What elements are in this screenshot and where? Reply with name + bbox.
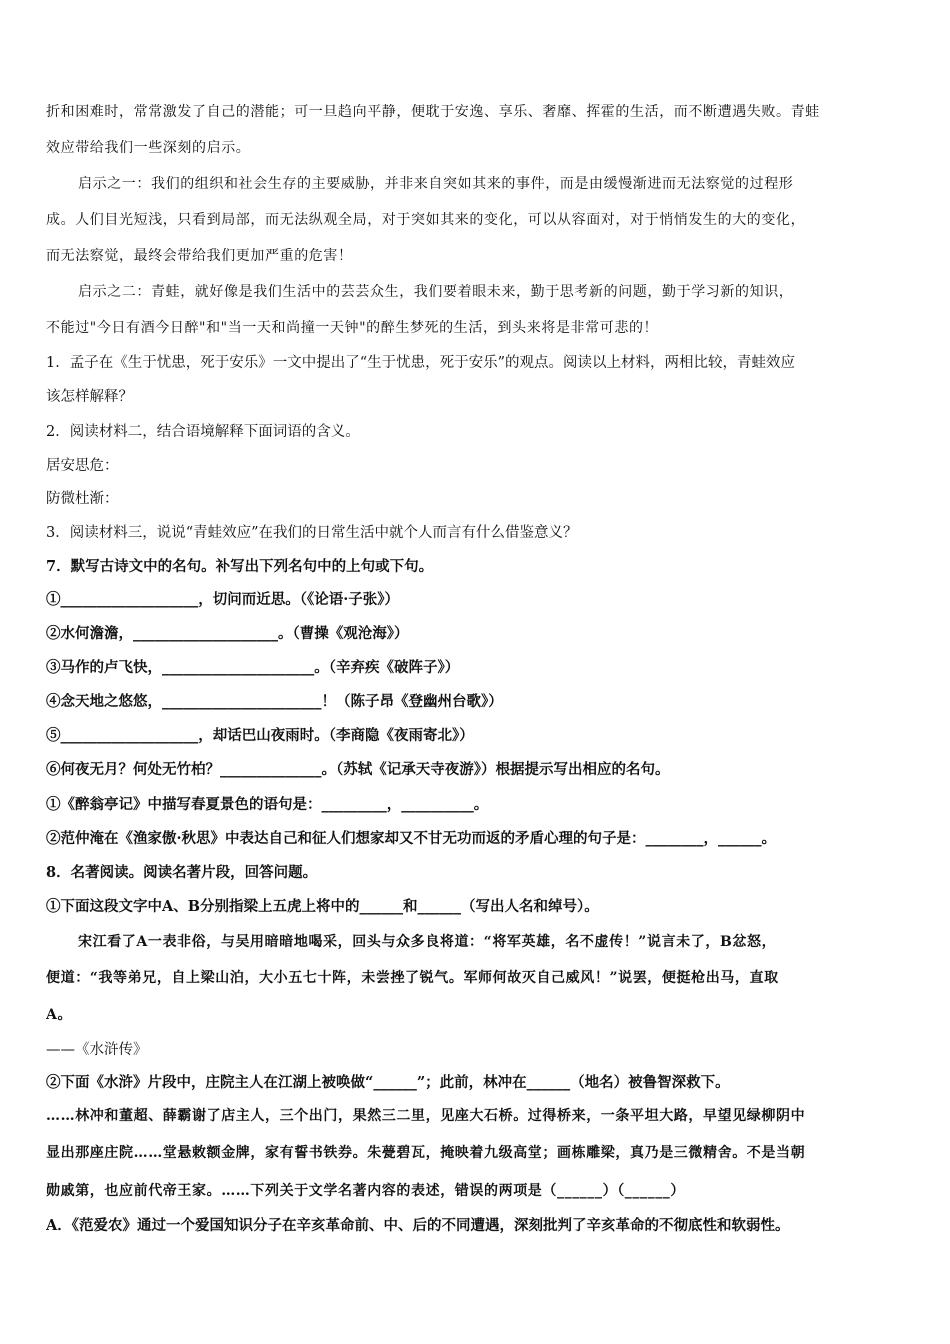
article-continuation-line: 折和困难时，常常激发了自己的潜能；可一旦趋向平静，便耽于安逸、享乐、奢靡、挥霍的生活，而不断遭遇失败。青蛙: [46, 104, 820, 120]
insight-one-line: 而无法察觉，最终会带给我们更加严重的危害！: [46, 248, 353, 264]
poem-fill-item: ⑤___________________，却话巴山夜雨时。（李商隐《夜雨寄北》）: [46, 727, 474, 744]
poem-fill-item: ②水何澹澹，____________________。（曹操《观沧海》）: [46, 625, 409, 642]
insight-one-line: 启示之一：我们的组织和社会生存的主要威胁，并非来自突如其来的事件，而是由缓慢渐进而无法察觉的过程形: [78, 176, 794, 192]
insight-two-line: 不能过"今日有酒今日醉"和"当一天和尚撞一天钟"的醉生梦死的生活，到头来将是非常可悲的！: [46, 320, 659, 336]
question-1-cont: 该怎样解释？: [46, 389, 133, 405]
excerpt-two-line: 显出那座庄院……堂悬敕额金牌，家有誓书铁券。朱甍碧瓦，掩映着九级高堂；画栋雕梁，真乃是三微精舍。不是当朝: [46, 1145, 806, 1161]
excerpt-two-line: 勋戚第，也应前代帝王家。……下列关于文学名著内容的表述，错误的两项是（______）（______）: [46, 1183, 685, 1199]
question-2-term-a: 居安思危：: [46, 458, 119, 474]
insight-two-line: 启示之二：青蛙，就好像是我们生活中的芸芸众生，我们要着眼未来，勤于思考新的问题，勤于学习新的知识，: [78, 284, 794, 300]
article-continuation-line: 效应带给我们一些深刻的启示。: [46, 140, 251, 156]
poem-fill-item: ①《醉翁亭记》中描写春夏景色的语句是：_________，__________。: [46, 796, 489, 813]
question-2: 2．阅读材料二，结合语境解释下面词语的含义。: [46, 424, 360, 440]
excerpt-one-line: 宋江看了A一表非俗，与吴用暗暗地喝采，回头与众多良将道：“将军英雄，名不虚传！”说言未了，B忿怒，: [78, 934, 777, 950]
excerpt-one-line: A。: [46, 1007, 73, 1023]
insight-one-line: 成。人们目光短浅，只看到局部，而无法纵观全局，对于突如其来的变化，可以从容面对，对于悄悄发生的大的变化，: [46, 212, 806, 228]
excerpt-one-line: 便道：“我等弟兄，自上梁山泊，大小五七十阵，未尝挫了锐气。军师何故灭自己威风！”说罢，便挺枪出马，直取: [46, 970, 779, 986]
question-2-term-b: 防微杜渐：: [46, 491, 119, 507]
question-1: 1．孟子在《生于忧患，死于安乐》一文中提出了“生于忧患，死于安乐”的观点。阅读以上材料，两相比较，青蛙效应: [46, 355, 796, 371]
poem-fill-item: ⑥何夜无月？何处无竹柏？______________。（苏轼《记承天寺夜游》）根据提示写出相应的名句。: [46, 761, 670, 778]
poem-fill-item: ①___________________，切问而近思。（《论语·子张》）: [46, 591, 400, 608]
option-a: A．《范爱农》通过一个爱国知识分子在辛亥革命前、中、后的不同遭遇，深刻批判了辛亥革命的不彻底性和软弱性。: [46, 1217, 790, 1234]
poem-fill-item: ③马作的卢飞快，_____________________。（辛弃疾《破阵子》）: [46, 659, 460, 676]
question-8-title: 8．名著阅读。阅读名著片段，回答问题。: [46, 864, 318, 881]
question-7-title: 7．默写古诗文中的名句。补写出下列名句中的上句或下句。: [46, 558, 434, 575]
excerpt-two-line: ……林冲和董超、薛霸谢了店主人，三个出门，果然三二里，见座大石桥。过得桥来，一条平坦大路，早望见绿柳阴中: [46, 1108, 806, 1124]
excerpt-source: ——《水浒传》: [46, 1042, 148, 1058]
poem-fill-item: ④念天地之悠悠，______________________！（陈子昂《登幽州台歌》）: [46, 693, 503, 710]
question-8-part-2: ②下面《水浒》片段中，庄院主人在江湖上被唤做“______”；此前，林冲在______（地名）被鲁智深救下。: [46, 1074, 730, 1091]
question-3: 3．阅读材料三，说说“青蛙效应”在我们的日常生活中就个人而言有什么借鉴意义？: [46, 525, 578, 541]
poem-fill-item: ②范仲淹在《渔家傲·秋思》中表达自己和征人们想家却又不甘无功而返的矛盾心理的句子是：________，______。: [46, 830, 777, 847]
question-8-part-1: ①下面这段文字中A、B分别指梁上五虎上将中的______和______（写出人名和绰号）。: [46, 898, 599, 915]
